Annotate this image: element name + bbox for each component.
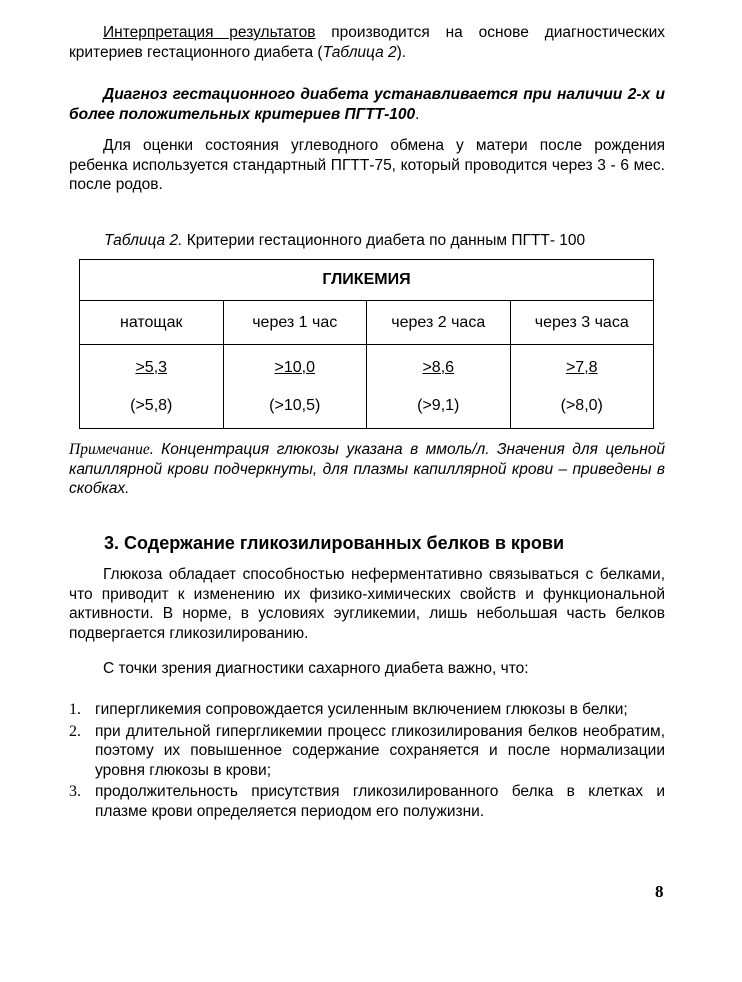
paragraph-text: . — [415, 105, 420, 123]
paragraph-interpretation — [69, 23, 665, 62]
value-cell-2h — [367, 345, 511, 429]
list-item-text: продолжительность присутствия гликозилированного белка в клетках и плазме крови определяется периодом его полужизни. — [95, 783, 665, 820]
value-cell-1h — [223, 345, 367, 429]
capillary-plasma-value: (>9,1) — [417, 397, 460, 414]
column-header-2h: через 2 часа — [367, 301, 511, 345]
capillary-blood-value: >7,8 — [565, 358, 598, 376]
diagnostic-points-list — [69, 700, 665, 823]
list-item-text: при длительной гипергликемии процесс гликозилирования белков необратим, поэтому их повышенное содержание сохраняется и после нормализации уровня глюкозы в крови; — [95, 722, 665, 779]
note-text: Концентрация глюкозы указана в ммоль/л. Значения для цельной капиллярной крови подчеркнуты, для плазмы капиллярной крови – приведены в скобках. — [69, 441, 665, 497]
list-item-number: 1. — [69, 701, 81, 718]
page-number: 8 — [655, 882, 664, 901]
value-cell-fasting — [80, 345, 224, 429]
table-caption-text: Критерии гестационного диабета по данным ПГТТ- 100 — [182, 232, 586, 249]
list-item-number: 3. — [69, 783, 81, 800]
value-cell-3h — [510, 345, 654, 429]
paragraph-diagnosis — [69, 85, 665, 124]
list-item — [69, 700, 665, 720]
list-item-text: гипергликемия сопровождается усиленным включением глюкозы в белки; — [95, 701, 628, 718]
paragraph-text: производится на основе диагностических критериев гестационного диабета ( — [69, 24, 665, 61]
capillary-blood-value: >8,6 — [422, 358, 455, 376]
list-item-number: 2. — [69, 722, 81, 740]
section-title: 3. Содержание гликозилированных белков в крови — [104, 533, 565, 553]
column-header-fasting: натощак — [80, 301, 224, 345]
criteria-table — [79, 259, 654, 429]
paragraph-text: ). — [396, 43, 407, 61]
column-header-1h: через 1 час — [223, 301, 367, 345]
list-item — [69, 722, 665, 781]
capillary-plasma-value: (>8,0) — [560, 397, 603, 414]
column-header-3h: через 3 часа — [510, 301, 654, 345]
diagnosis-statement: Диагноз гестационного диабета устанавливается при наличии 2-х и более положительных критериев ПГТТ-100 — [69, 86, 665, 123]
capillary-plasma-value: (>5,8) — [130, 397, 173, 414]
table-note — [69, 440, 665, 499]
table-caption-label: Таблица 2. — [104, 232, 183, 249]
capillary-plasma-value: (>10,5) — [269, 397, 321, 414]
capillary-blood-value: >5,3 — [135, 358, 168, 376]
list-item — [69, 782, 665, 821]
paragraph-postpartum: Для оценки состояния углеводного обмена у матери после рождения ребенка используется стандартный ПГТТ-75, который проводится через 3 - 6 мес. после родов. — [69, 137, 665, 193]
table-caption — [104, 231, 664, 251]
capillary-blood-value: >10,0 — [274, 358, 315, 376]
table-reference: Таблица 2 — [322, 43, 397, 61]
note-label: Примечание. — [69, 441, 154, 458]
table-header-glycemia: ГЛИКЕМИЯ — [80, 260, 654, 301]
interpretation-term: Интерпретация результатов — [103, 24, 316, 41]
paragraph-glucose-binding: Глюкоза обладает способностью неферментативно связываться с белками, что приводит к изменению их физико-химических свойств и функциональной активности. В норме, в условиях эугликемии, лишь небольшая часть белков подвергается гликозилированию. — [69, 566, 665, 642]
paragraph-diagnostics-intro: С точки зрения диагностики сахарного диабета важно, что: — [103, 660, 529, 677]
